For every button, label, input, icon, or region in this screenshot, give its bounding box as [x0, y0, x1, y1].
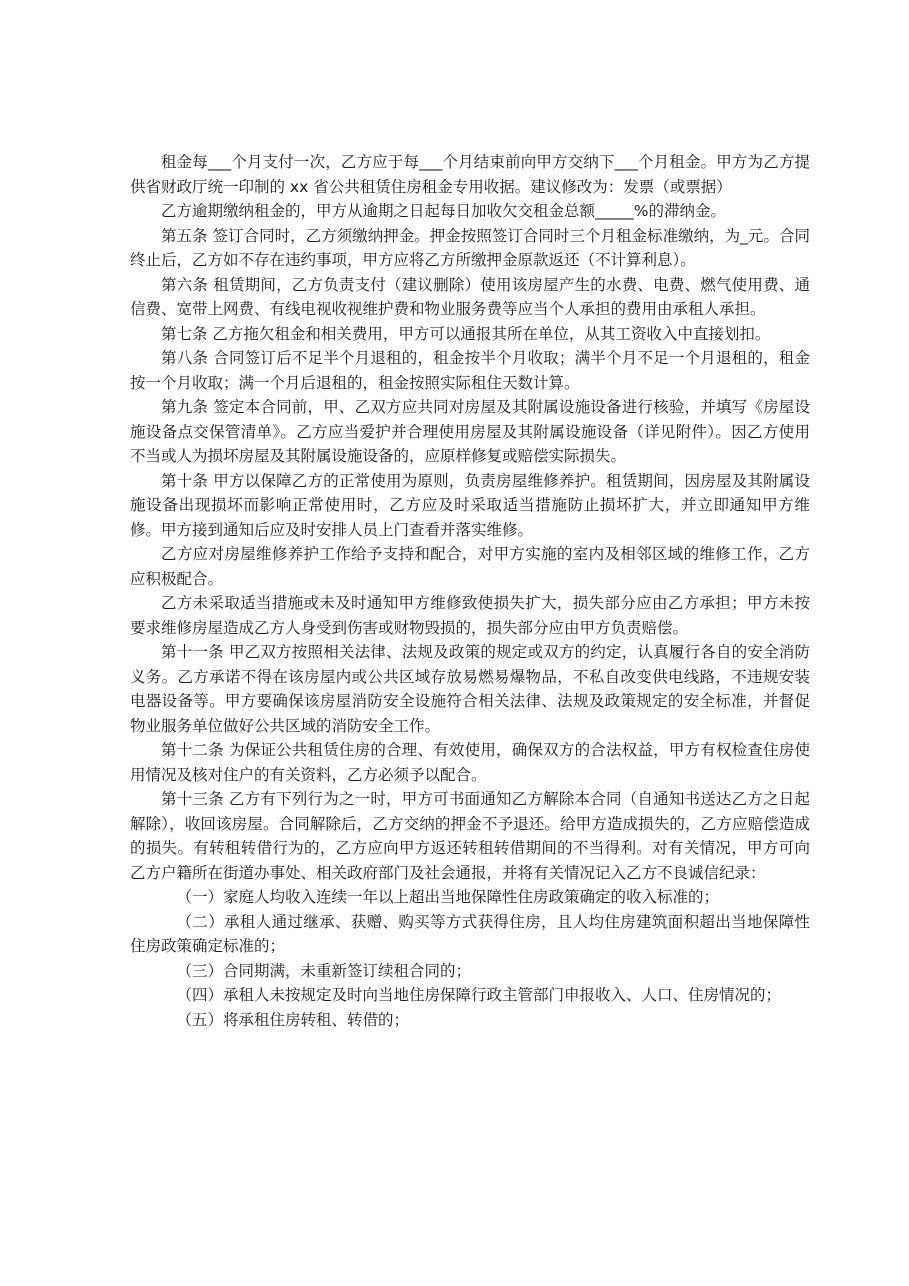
contract-page: [130, 150, 810, 1032]
article-8-early-termination: 第八条 合同签订后不足半个月退租的，租金按半个月收取；满半个月不足一个月退租的，租金按一个月收取；满一个月后退租的，租金按照实际租住天数计算。: [130, 349, 810, 392]
list-item: （二）承租人通过继承、获赠、购买等方式获得住房，且人均住房建筑面积超出当地保障性住房政策确定标准的；: [130, 912, 810, 955]
paragraph-maintenance-cooperation: 乙方应对房屋维修养护工作给予支持和配合，对甲方实施的室内及相邻区域的维修工作，乙方应积极配合。: [130, 545, 810, 588]
article-7-arrears: 第七条 乙方拖欠租金和相关费用，甲方可以通报其所在单位，从其工资收入中直接划扣。: [161, 324, 771, 343]
article-13-termination: 第十三条 乙方有下列行为之一时，甲方可书面通知乙方解除本合同（自通知书送达乙方之日起解除），收回该房屋。合同解除后，乙方交纳的押金不予退还。给甲方造成损失的，乙方应赔偿造成的损失。有转租转借行为的，乙方应向甲方返还转租转借期间的不当得利。对有关情况，甲方可向乙方户籍所在街道办事处、相关政府部门及社会通报，并将有关情况记入乙方不良诚信纪录：: [130, 790, 810, 882]
paragraph-rent-payment: 租金每___个月支付一次，乙方应于每___个月结束前向甲方交纳下___个月租金。甲方为乙方提供省财政厅统一印制的 xx 省公共租赁住房租金专用收据。建议修改为：发票（或票据）: [130, 153, 810, 196]
list-item: （四）承租人未按规定及时向当地住房保障行政主管部门申报收入、人口、住房情况的；: [176, 986, 782, 1004]
list-item: （三）合同期满，未重新签订续租合同的；: [176, 961, 472, 980]
article-11-fire-safety: 第十一条 甲乙双方按照相关法律、法规及政策的规定或双方的约定，认真履行各自的安全消防义务。乙方承诺不得在该房屋内或公共区域存放易燃易爆物品，不私自改变供电线路，不违规安装电器设备等。甲方要确保该房屋消防安全设施符合相关法律、法规及政策规定的安全标准，并督促物业服务单位做好公共区域的消防安全工作。: [130, 643, 810, 735]
list-item: （一）家庭人均收入连续一年以上超出当地保障性住房政策确定的收入标准的；: [176, 888, 720, 906]
article-5-deposit: 第五条 签订合同时，乙方须缴纳押金。押金按照签订合同时三个月租金标准缴纳，为_元。合同终止后，乙方如不存在违约事项，甲方应将乙方所缴押金原款返还（不计算利息）。: [130, 226, 810, 269]
paragraph-late-fee: 乙方逾期缴纳租金的，甲方从逾期之日起每日加收欠交租金总额_____%的滞纳金。: [161, 202, 726, 220]
article-10-maintenance: 第十条 甲方以保障乙方的正常使用为原则，负责房屋维修养护。租赁期间，因房屋及其附属设施设备出现损坏而影响正常使用时，乙方应及时采取适当措施防止损坏扩大，并立即通知甲方维修。甲方接到通知后应及时安排人员上门查看并落实维修。: [130, 471, 810, 539]
article-9-inspection: 第九条 签定本合同前，甲、乙双方应共同对房屋及其附属设施设备进行核验，并填写《房屋设施设备点交保管清单》。乙方应当爱护并合理使用房屋及其附属设施设备（详见附件）。因乙方使用不当或人为损坏房屋及其附属设施设备的，应原样修复或赔偿实际损失。: [130, 398, 810, 465]
article-6-fees: 第六条 租赁期间，乙方负责支付（建议删除）使用该房屋产生的水费、电费、燃气使用费、通信费、宽带上网费、有线电视收视维护费和物业服务费等应当个人承担的费用由承租人承担。: [130, 275, 810, 318]
list-item: （五）将承租住房转租、转借的；: [176, 1010, 410, 1029]
article-12-inspection-rights: 第十二条 为保证公共租赁住房的合理、有效使用，确保双方的合法权益，甲方有权检查住房使用情况及核对住户的有关资料，乙方必须予以配合。: [130, 741, 810, 784]
paragraph-loss-liability: 乙方未采取适当措施或未及时通知甲方维修致使损失扩大，损失部分应由乙方承担；甲方未按要求维修房屋造成乙方人身受到伤害或财物毁损的，损失部分应由甲方负责赔偿。: [130, 594, 810, 637]
